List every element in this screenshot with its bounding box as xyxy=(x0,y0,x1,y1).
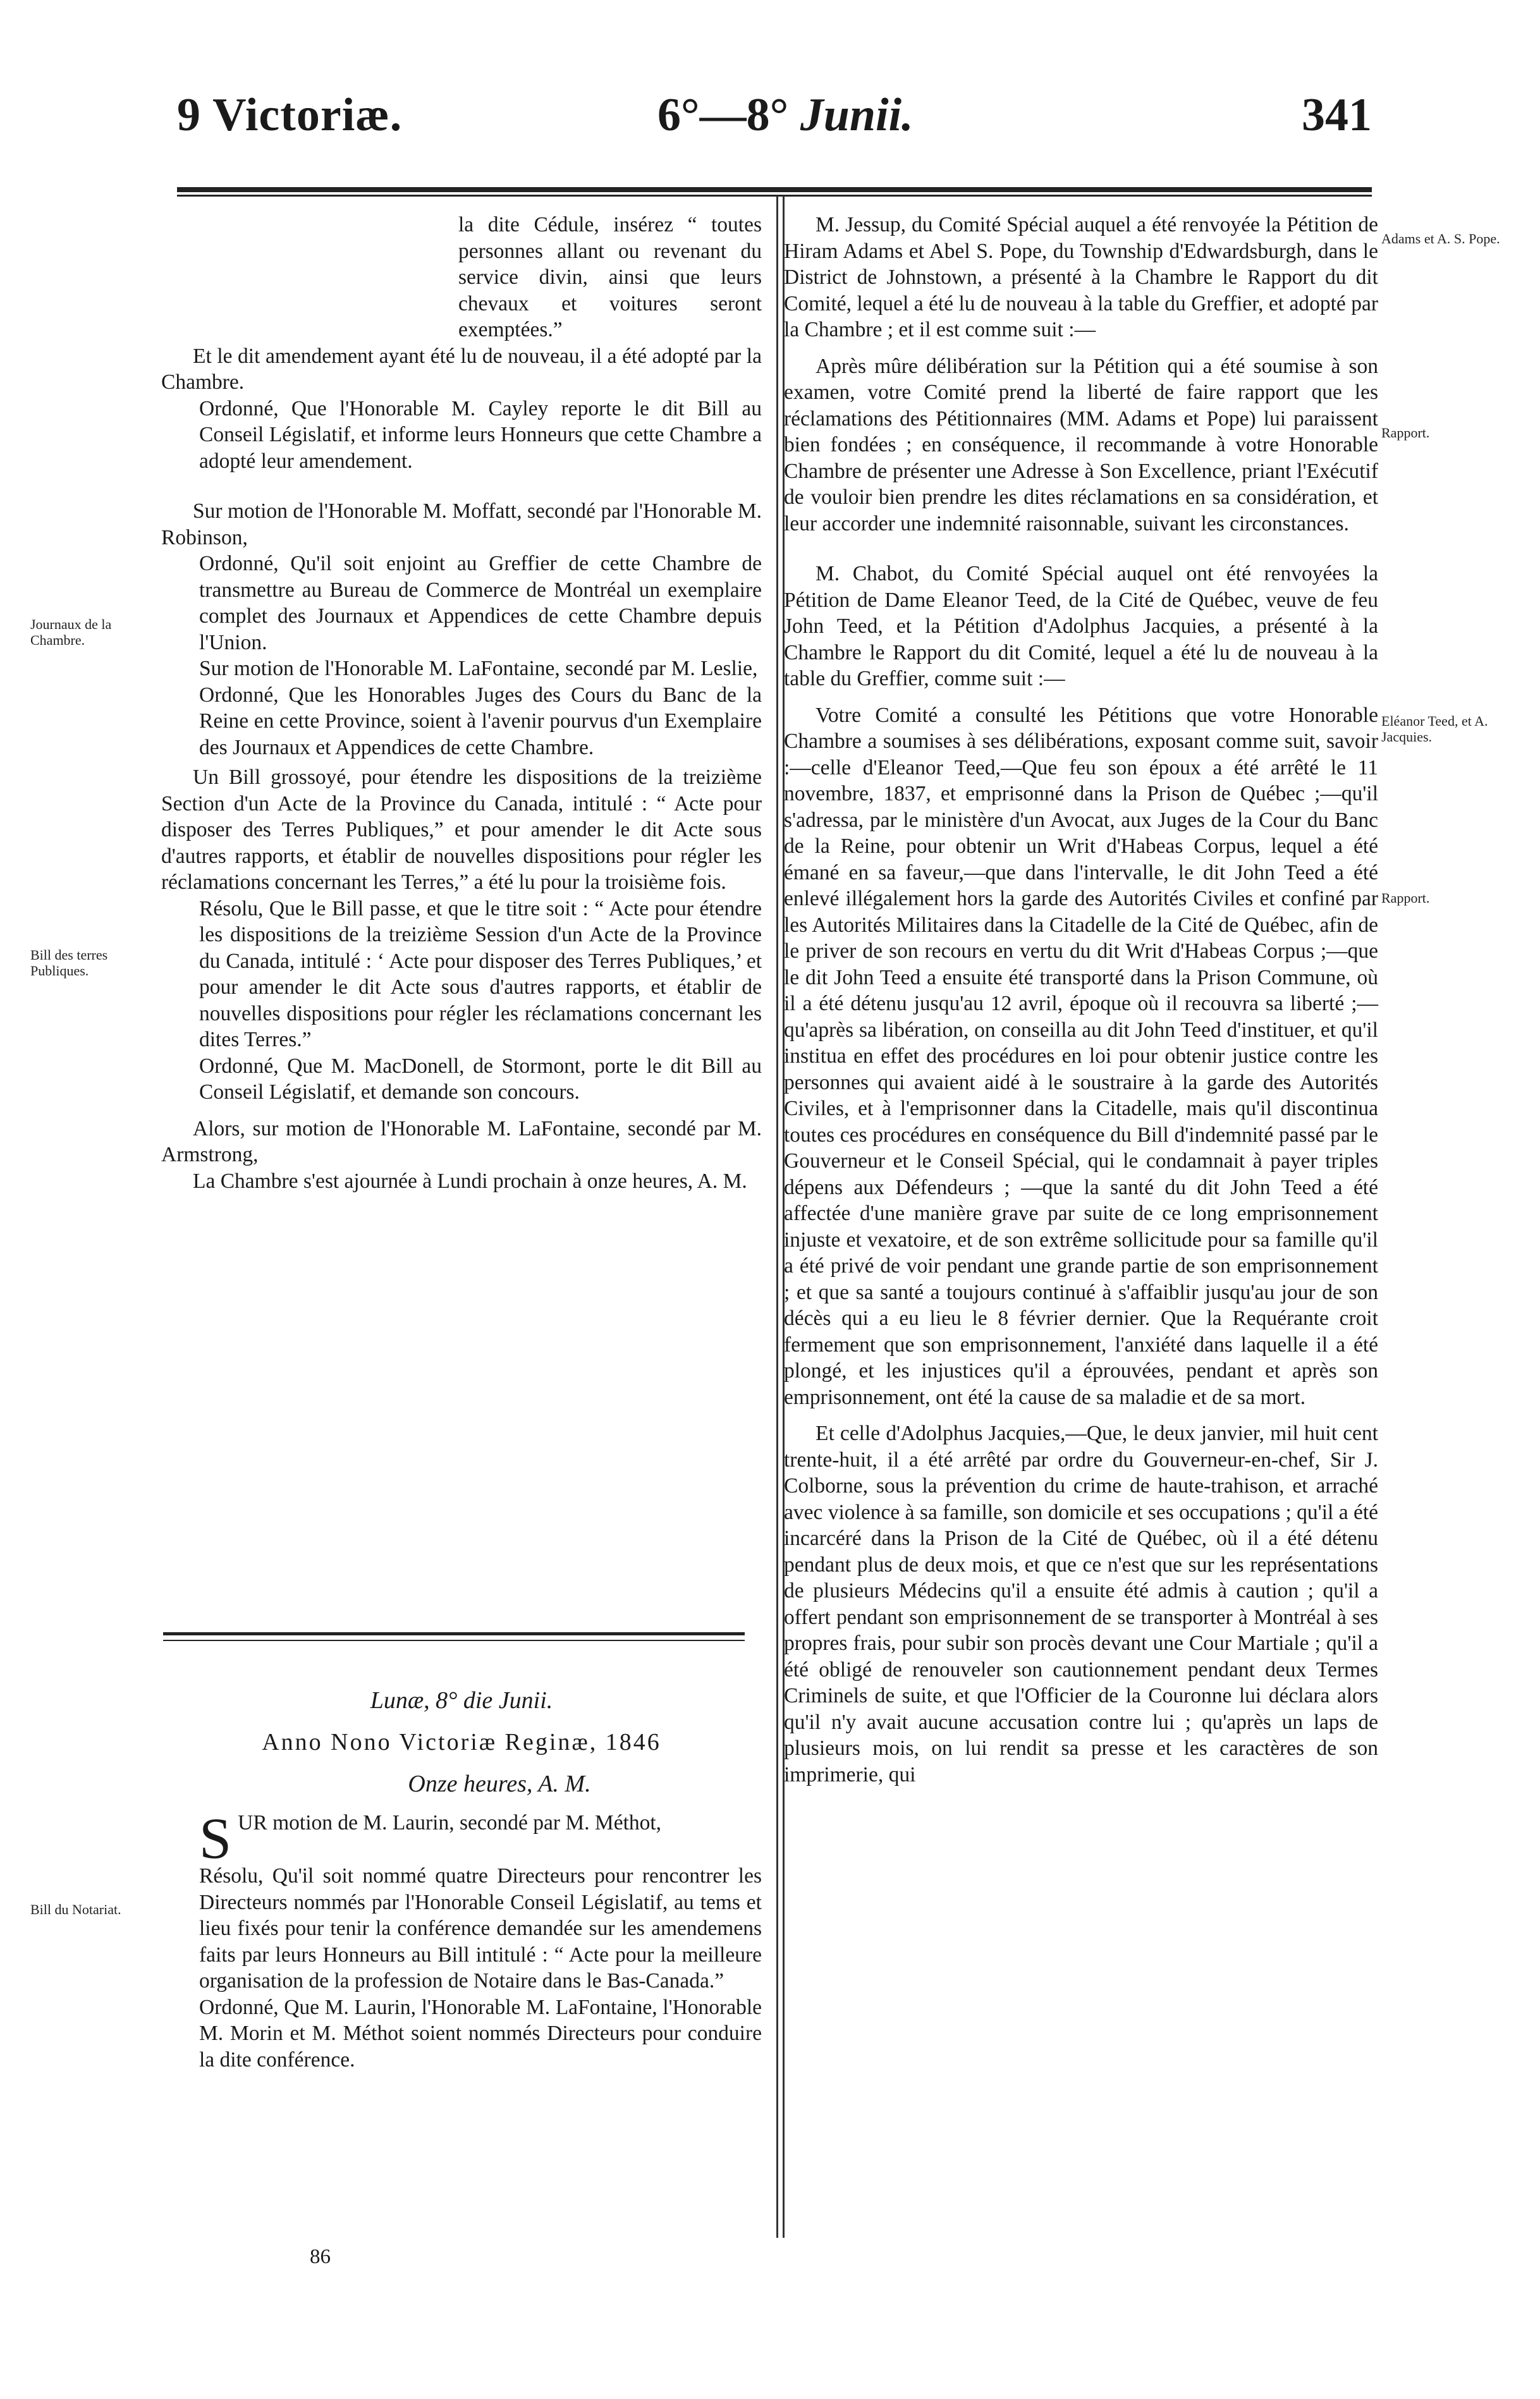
header-rule-thick xyxy=(177,187,1372,192)
margin-note-adams-pope: Adams et A. S. Pope. xyxy=(1381,231,1500,247)
left-paragraph: Alors, sur motion de l'Honorable M. LaFontaine, secondé par M. Armstrong, xyxy=(161,1116,762,1166)
right-paragraph: Après mûre délibération sur la Pétition qui a été soumise à son examen, votre Comité prend la liberté de faire rapport que les réclamations des Pétitionnaires (MM. Adams et Pope) lui paraissent bien fondées ; en conséquence, il recommande à votre Honorable Chambre de présenter une Adresse à Son Excellence, priant l'Exécutif de vouloir bien prendre les dites réclamations en sa considération, et leur accorder une indemnité raisonnable, suivant les circonstances. xyxy=(784,354,1378,535)
margin-note-teed-jacquies: Eléanor Teed, et A. Jacquies. xyxy=(1381,713,1488,745)
margin-note-bill-terres: Bill des terres Publiques. xyxy=(30,947,108,979)
left-paragraph-dropcap xyxy=(161,1806,762,1871)
sitting-regnal-year: Anno Nono Victoriæ Reginæ, 1846 xyxy=(262,1729,661,1755)
page-number: 341 xyxy=(1302,89,1372,141)
left-paragraph: Sur motion de l'Honorable M. LaFontaine, secondé par M. Leslie, xyxy=(199,657,758,680)
header-date-days: 6°—8° xyxy=(657,89,789,141)
left-paragraph: Et le dit amendement ayant été lu de nouveau, il a été adopté par la Chambre. xyxy=(161,344,762,394)
left-paragraph: Résolu, Que le Bill passe, et que le titre soit : “ Acte pour étendre les dispositions de la treizième Session d'un Acte de la Province du Canada, intitulé : ‘ Acte pour disposer des Terres Publiques,’ et pour amender le dit Acte sous d'autres rapports, et établir de nouvelles dispositions pour régler les réclamations concernant les dites Terres.” xyxy=(199,896,762,1051)
margin-note-journaux: Journaux de la Chambre. xyxy=(30,616,112,648)
right-paragraph: M. Chabot, du Comité Spécial auquel ont été renvoyées la Pétition de Dame Eleanor Teed, de la Cité de Québec, veuve de feu John Teed, et la Pétition d'Adolphus Jacquies, a présenté à la Chambre le Rapport du dit Comité, lequel a été lu de nouveau à la table du Greffier, comme suit :— xyxy=(784,562,1378,690)
column-divider-left xyxy=(776,196,778,2238)
left-paragraph: Sur motion de l'Honorable M. Moffatt, secondé par l'Honorable M. Robinson, xyxy=(161,499,762,549)
left-paragraph: Ordonné, Que l'Honorable M. Cayley reporte le dit Bill au Conseil Législatif, et informe leurs Honneurs que cette Chambre a adopté leur amendement. xyxy=(199,396,762,473)
sitting-section xyxy=(161,1685,762,2073)
right-paragraph: Votre Comité a consulté les Pétitions que votre Honorable Chambre a soumises à ses délibérations, exposant comme suit, savoir :—celle d'Eleanor Teed,—Que feu son époux a été arrêté le 11 novembre, 1837, et emprisonné dans la Prison de Québec ;—qu'il s'adressa, par le ministère d'un Avocat, aux Juges de la Cour du Banc de la Reine, pour obtenir un Writ d'Habeas Corpus, lequel a été émané en sa faveur,—que dans l'intervalle, le dit John Teed a été enlevé illégalement hors la garde des Autorités Civiles et confiné par les Autorités Militaires dans la Citadelle de la Cité de Québec, afin de le priver de son recours en vertu du dit Writ d'Habeas Corpus ;—que le dit John Teed a ensuite été transporté dans la Prison Commune, où il a été détenu jusqu'au 12 avril, époque où il recouvra sa liberté ;—qu'après sa libération, on conseilla au dit John Teed d'instituer, et qu'il institua en effet des procédures en loi pour obtenir justice contre les personnes qui avaient aidé à le soustraire à la garde des Autorités Civiles, et à l'emprisonner dans la Citadelle, mais qu'il discontinua toutes ces procédures en conséquence du Bill d'indemnité passé par le Gouverneur et le Conseil Spécial, qui le condamnait à payer triples dépens aux Défendeurs ; —que la santé du dit John Teed a été affectée d'une manière grave par suite de ce long emprisonnement injuste et vexatoire, et de son extrême sollicitude pour sa famille qu'il a été privé de voir pendant une grande partie de son emprisonnement ; et que sa santé a toujours continué à s'affaiblir jusqu'au jour de son décès qui a eu lieu le 8 février dernier. Que la Requérante croit fermement que son emprisonnement, l'anxiété dans laquelle il a été plongé, et les injustices qu'il a éprouvées, pendant et après son emprisonnement, ont été la cause de sa maladie et de sa mort. xyxy=(784,703,1378,1409)
header-date-month: Junii. xyxy=(800,89,914,141)
dropcap-text: UR motion de M. Laurin, secondé par M. Méthot, xyxy=(238,1811,662,1834)
left-paragraph: Ordonné, Qu'il soit enjoint au Greffier de cette Chambre de transmettre au Bureau de Commerce de Montréal un exemplaire complet des Journaux et Appendices de cette Chambre depuis l'Union. xyxy=(199,552,762,654)
printer-signature: 86 xyxy=(310,2245,331,2268)
section-rule-thick xyxy=(163,1632,745,1635)
left-paragraph: Ordonné, Que les Honorables Juges des Cours du Banc de la Reine en cette Province, soient à l'avenir pourvus d'un Exemplaire des Journaux et Appendices de cette Chambre. xyxy=(199,683,762,759)
header-regnal-year: 9 Victoriæ. xyxy=(177,89,403,141)
right-paragraph: M. Jessup, du Comité Spécial auquel a été renvoyée la Pétition de Hiram Adams et Abel S. Pope, du Township d'Edwardsburgh, dans le District de Johnstown, a présenté à la Chambre le Rapport du dit Comité, lequel a été lu de nouveau à la table du Greffier, et adopté par la Chambre ; et il est comme suit :— xyxy=(784,213,1378,341)
header-rule-thin xyxy=(177,195,1372,197)
left-column xyxy=(161,212,762,1194)
sitting-time: Onze heures, A. M. xyxy=(408,1771,591,1797)
header-date xyxy=(657,89,914,142)
running-header xyxy=(177,76,1372,145)
margin-note-rapport-2: Rapport. xyxy=(1381,890,1430,906)
left-paragraph: la dite Cédule, insérez “ toutes personnes allant ou revenant du service divin, ainsi que leurs chevaux et voitures seront exemptées.” xyxy=(458,213,762,341)
right-column xyxy=(784,212,1378,1788)
drop-cap: S xyxy=(199,1806,232,1871)
left-paragraph: La Chambre s'est ajournée à Lundi prochain à onze heures, A. M. xyxy=(193,1169,747,1193)
section-rule-thin xyxy=(163,1640,745,1641)
sitting-date: Lunæ, 8° die Junii. xyxy=(370,1687,553,1714)
left-paragraph: Résolu, Qu'il soit nommé quatre Directeurs pour rencontrer les Directeurs nommés par l'Honorable Conseil Législatif, au tems et lieu fixés pour tenir la conférence demandée sur les amendemens faits par leurs Honneurs au Bill intitulé : “ Acte pour la meilleure organisation de la profession de Notaire dans le Bas-Canada.” xyxy=(199,1864,762,1993)
left-paragraph: Ordonné, Que M. MacDonell, de Stormont, porte le dit Bill au Conseil Législatif, et demande son concours. xyxy=(199,1054,762,1104)
margin-note-rapport-1: Rapport. xyxy=(1381,425,1430,441)
left-paragraph: Ordonné, Que M. Laurin, l'Honorable M. LaFontaine, l'Honorable M. Morin et M. Méthot soient nommés Directeurs pour conduire la dite conférence. xyxy=(199,1995,762,2072)
left-paragraph: Un Bill grossoyé, pour étendre les dispositions de la treizième Section d'un Acte de la Province du Canada, intitulé : “ Acte pour disposer des Terres Publiques,” et pour amender le dit Acte sous d'autres rapports, et établir de nouvelles dispositions pour régler les réclamations concernant les Terres,” a été lu pour la troisième fois. xyxy=(161,766,762,894)
right-paragraph: Et celle d'Adolphus Jacquies,—Que, le deux janvier, mil huit cent trente-huit, il a été arrêté par ordre du Gouverneur-en-chef, Sir J. Colborne, sous la prévention du crime de haute-trahison, et arraché avec violence à sa famille, son domicile et ses occupations ; qu'il a été incarcéré dans la Prison de la Cité de Québec, où il a été détenu pendant plus de deux mois, et que ce n'est que sur les représentations de plusieurs Médecins qu'il a ensuite été admis à caution ; qu'il a offert pendant son emprisonnement de se transporter à Montréal à ses propres frais, pour subir son procès devant une Cour Martiale ; qu'il a été obligé de renouveler son cautionnement pendant deux Termes Criminels de suite, et que l'Officier de la Couronne lui déclara alors qu'il n'y avait aucune accusation contre lui ; qu'après un laps de plusieurs mois, on lui rendit sa presse et les caractères de son imprimerie, qui xyxy=(784,1422,1378,1786)
margin-note-bill-notariat: Bill du Notariat. xyxy=(30,1901,121,1917)
